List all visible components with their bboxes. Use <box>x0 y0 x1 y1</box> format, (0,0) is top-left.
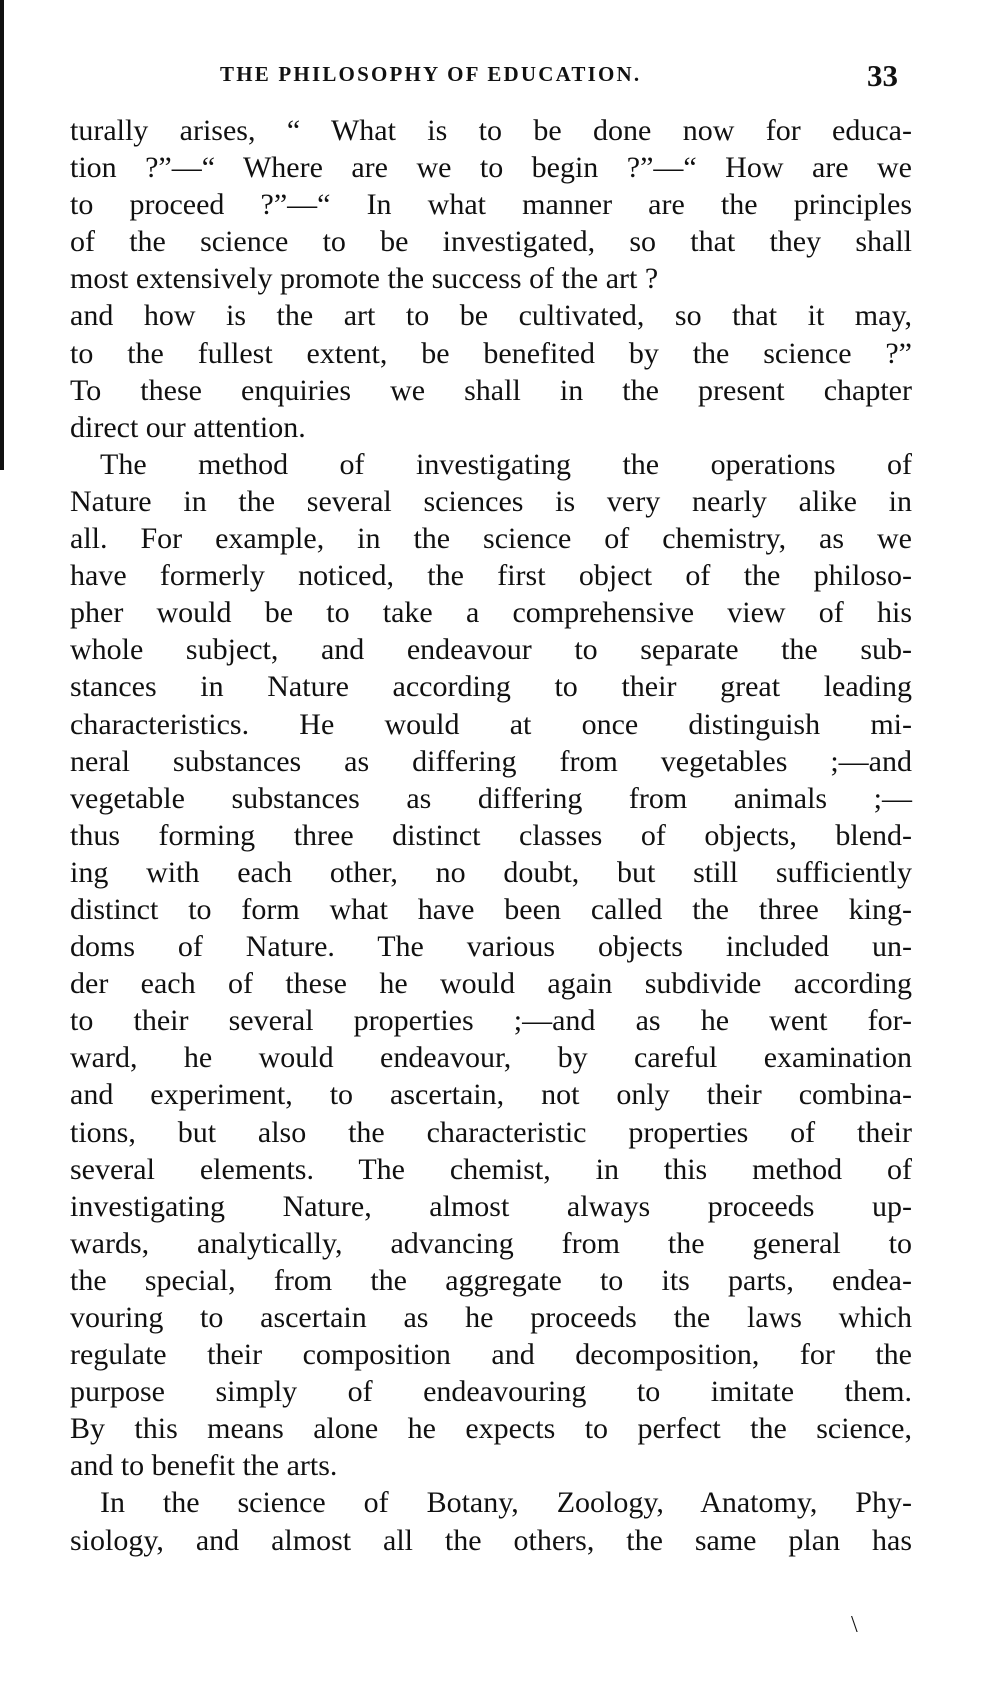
text-line: neral substances as differing from vegetables ;—and <box>70 744 912 778</box>
text-line: doms of Nature. The various objects included un- <box>70 930 912 964</box>
running-header <box>70 58 910 98</box>
text-line: most extensively promote the success of the art ? <box>70 262 659 296</box>
text-line: thus forming three distinct classes of objects, blend- <box>70 818 912 852</box>
text-line: and to benefit the arts. <box>70 1449 338 1483</box>
text-line: wards, analytically, advancing from the general to <box>70 1226 912 1260</box>
text-line: ward, he would endeavour, by careful examination <box>70 1041 912 1075</box>
running-title: THE PHILOSOPHY OF EDUCATION. <box>220 62 642 86</box>
text-line: the special, from the aggregate to its parts, endea- <box>70 1263 912 1297</box>
paragraph <box>70 446 912 1485</box>
text-line: and how is the art to be cultivated, so that it may, <box>70 299 912 333</box>
text-line: siology, and almost all the others, the same plan has <box>70 1523 912 1557</box>
text-line: To these enquiries we shall in the present chapter <box>70 373 912 407</box>
text-line: In the science of Botany, Zoology, Anatomy, Phy- <box>100 1486 912 1520</box>
text-line: several elements. The chemist, in this method of <box>70 1152 912 1186</box>
text-line: pher would be to take a comprehensive view of his <box>70 596 912 630</box>
text-line: tions, but also the characteristic properties of their <box>70 1115 912 1149</box>
text-line: whole subject, and endeavour to separate the sub- <box>70 633 912 667</box>
signature-mark: \ <box>851 1612 858 1638</box>
text-line: investigating Nature, almost always proceeds up- <box>70 1189 912 1223</box>
text-line: have formerly noticed, the first object of the philoso- <box>70 559 912 593</box>
text-line: stances in Nature according to their great leading <box>70 670 912 704</box>
text-line: tion ?”—“ Where are we to begin ?”—“ How are we <box>70 151 912 185</box>
text-line: all. For example, in the science of chemistry, as we <box>70 522 912 556</box>
text-line: to proceed ?”—“ In what manner are the principles <box>70 188 912 222</box>
text-line: distinct to form what have been called the three king- <box>70 892 912 926</box>
text-line: By this means alone he expects to perfect the science, <box>70 1412 912 1446</box>
text-line: ing with each other, no doubt, but still sufficiently <box>70 855 912 889</box>
text-line: Nature in the several sciences is very nearly alike in <box>70 484 912 518</box>
text-line: regulate their composition and decomposition, for the <box>70 1338 912 1372</box>
text-line: vegetable substances as differing from animals ;— <box>70 781 912 815</box>
paragraph <box>70 1484 912 1558</box>
text-line: The method of investigating the operations of <box>100 447 912 481</box>
page-edge-rule <box>0 0 4 470</box>
body-text <box>70 112 912 1559</box>
text-line: and experiment, to ascertain, not only their combina- <box>70 1078 912 1112</box>
text-line: direct our attention. <box>70 410 306 444</box>
text-line: vouring to ascertain as he proceeds the laws which <box>70 1301 912 1334</box>
text-line: to their several properties ;—and as he went for- <box>70 1004 912 1038</box>
text-line: to the fullest extent, be benefited by the science ?” <box>70 336 912 370</box>
text-line: of the science to be investigated, so that they shall <box>70 225 912 259</box>
text-line: characteristics. He would at once distinguish mi- <box>70 707 912 741</box>
text-line: der each of these he would again subdivide according <box>70 967 912 1001</box>
paragraph <box>70 112 912 446</box>
page-number: 33 <box>867 58 898 93</box>
text-line: purpose simply of endeavouring to imitate them. <box>70 1375 912 1409</box>
text-line: turally arises, “ What is to be done now for educa- <box>70 114 912 147</box>
